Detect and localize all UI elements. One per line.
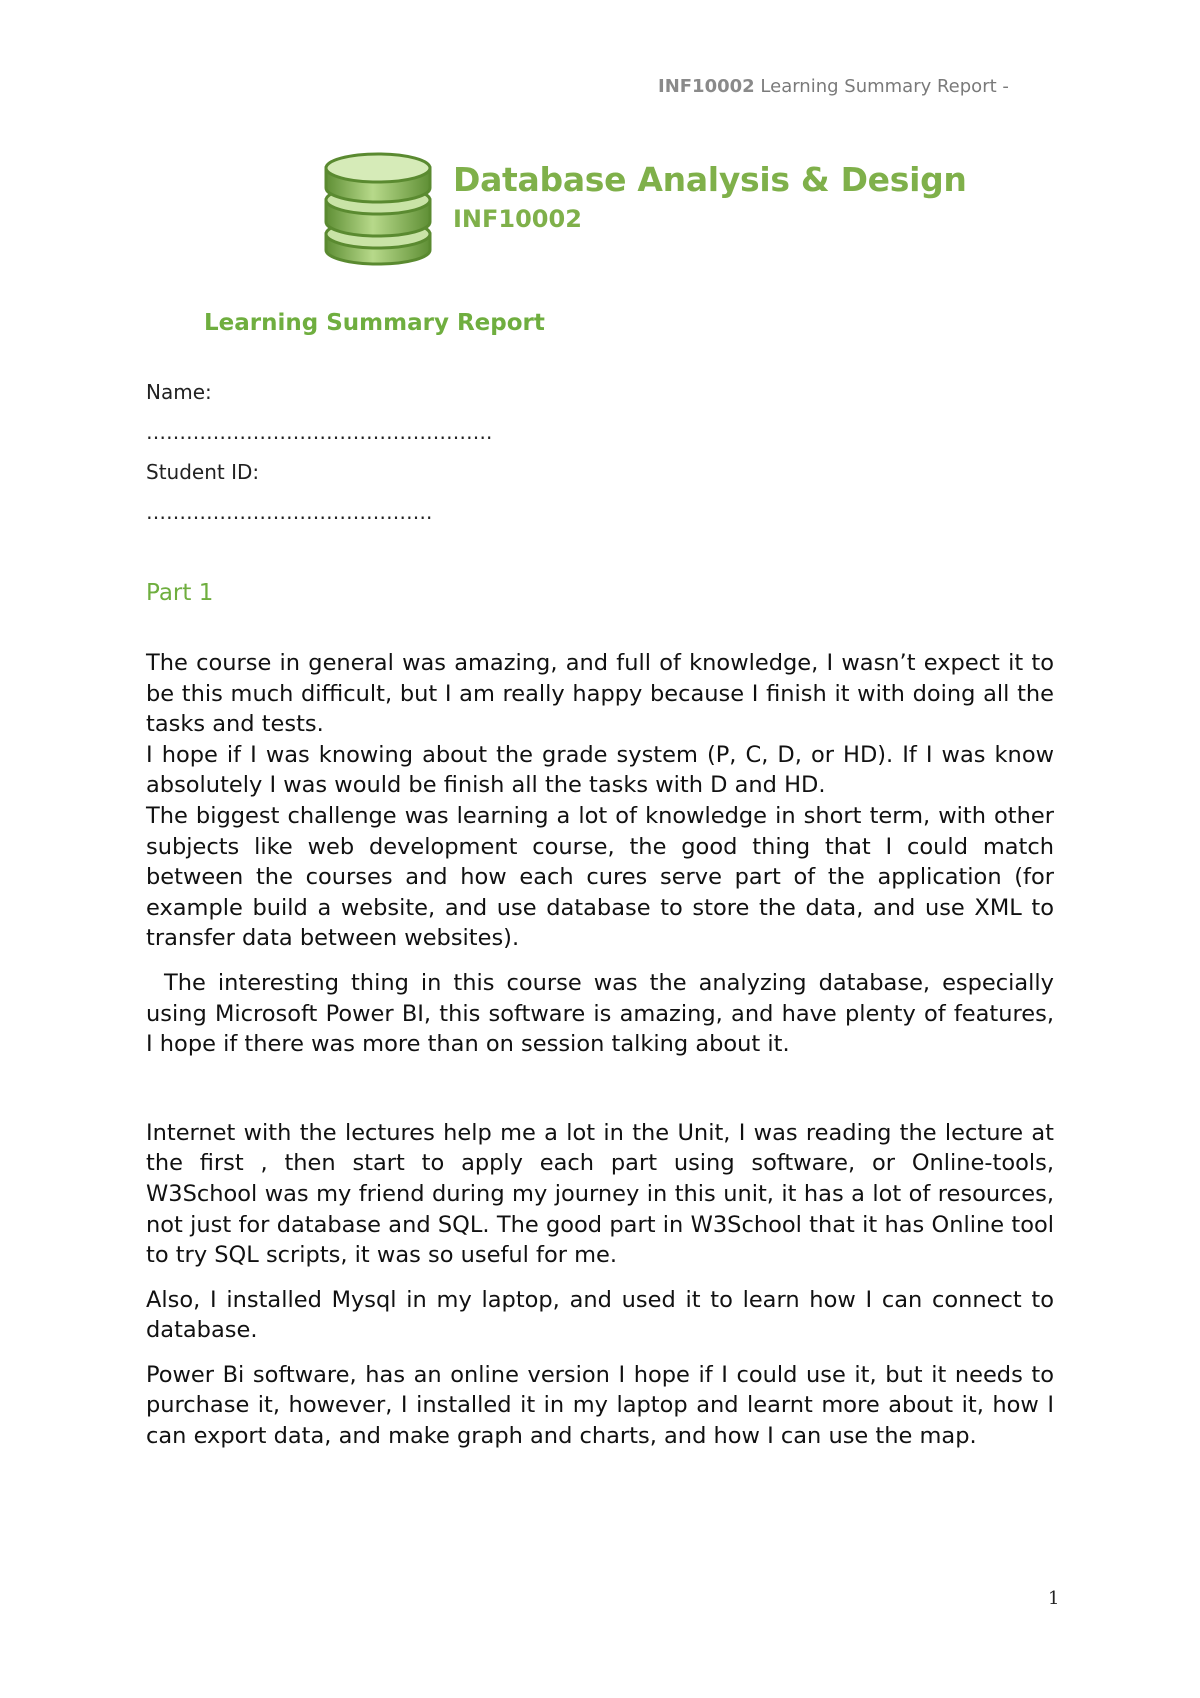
student-id-value: ……………………………………. xyxy=(146,500,433,524)
name-value: ……………………………………………. xyxy=(146,420,493,444)
header-title: Learning Summary Report - xyxy=(754,76,1009,97)
report-body xyxy=(146,648,1054,1452)
name-label: Name: xyxy=(146,380,212,404)
course-logo xyxy=(318,150,967,275)
logo-course-code: INF10002 xyxy=(453,205,582,233)
paragraph-challenge: The biggest challenge was learning a lot of knowledge in short term, with other subjects like web development course, the good thing that I could match between the courses and how each cures serve part of the application (for example build a website, and use database to store the data, and use XML to transfer data between websites). xyxy=(146,802,1054,952)
paragraph-mysql: Also, I installed Mysql in my laptop, and used it to learn how I can connect to database. xyxy=(146,1286,1054,1344)
paragraph-grade-system: I hope if I was knowing about the grade system (P, C, D, or HD). If I was know absolutely I was would be finish all the tasks with D and HD. xyxy=(146,741,1054,799)
paragraph-powerbi: Power Bi software, has an online version I hope if I could use it, but it needs to purchase it, however, I installed it in my laptop and learnt more about it, how I can export data, and make graph and charts, and how I can use the map. xyxy=(146,1361,1054,1450)
part-title: Part 1 xyxy=(146,580,214,606)
page-number: 1 xyxy=(1048,1588,1060,1609)
database-icon xyxy=(318,150,438,270)
student-id-label: Student ID: xyxy=(146,460,260,484)
paragraph-resources: Internet with the lectures help me a lot in the Unit, I was reading the lecture at the first , then start to apply each part using software, or Online-tools, W3School was my friend during my journey in this unit, it has a lot of resources, not just for database and SQL. The good part in W3School that it has Online tool to try SQL scripts, it was so useful for me. xyxy=(146,1119,1054,1269)
paragraph-intro: The course in general was amazing, and full of knowledge, I wasn’t expect it to be this much difficult, but I am really happy because I finish it with doing all the tasks and tests. xyxy=(146,650,1054,738)
header-course-code: INF10002 xyxy=(658,76,755,97)
report-title: Learning Summary Report xyxy=(204,310,545,336)
paragraph-interesting: The interesting thing in this course was the analyzing database, especially using Microsoft Power BI, this software is amazing, and have plenty of features, I hope if there was more than on session talking about it. xyxy=(146,969,1054,1058)
page-header xyxy=(658,76,1009,97)
logo-title: Database Analysis & Design xyxy=(453,160,967,199)
